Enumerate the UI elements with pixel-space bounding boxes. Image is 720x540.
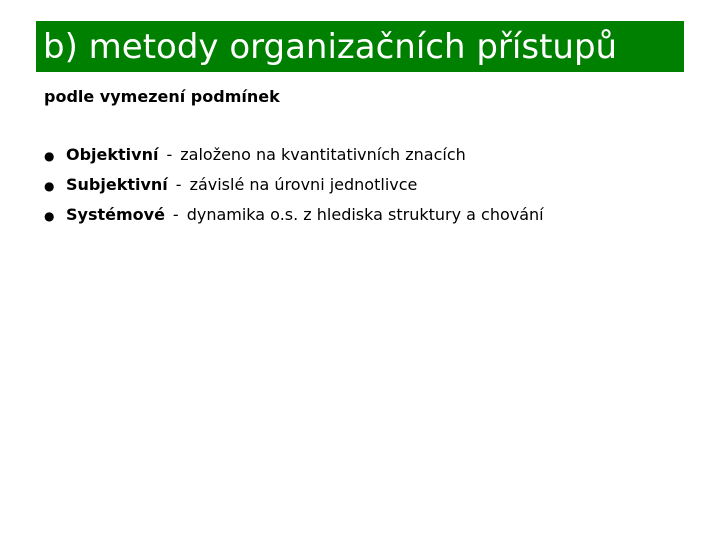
list-item	[44, 175, 544, 205]
slide-title: b) metody organizačních přístupů	[43, 26, 618, 67]
list-item	[44, 205, 544, 235]
bullet-term: Systémové	[66, 205, 165, 224]
bullet-list	[44, 145, 544, 235]
bullet-term: Subjektivní	[66, 175, 168, 194]
bullet-icon: ●	[44, 149, 55, 163]
bullet-description: závislé na úrovni jednotlivce	[189, 175, 418, 194]
list-item	[44, 145, 544, 175]
slide-title-bar	[36, 21, 684, 72]
bullet-icon: ●	[44, 179, 55, 193]
bullet-separator: -	[175, 175, 182, 194]
slide-subtitle: podle vymezení podmínek	[44, 87, 280, 106]
bullet-separator: -	[172, 205, 179, 224]
bullet-icon: ●	[44, 209, 55, 223]
bullet-description: dynamika o.s. z hlediska struktury a chování	[186, 205, 544, 224]
bullet-description: založeno na kvantitativních znacích	[180, 145, 466, 164]
bullet-term: Objektivní	[66, 145, 159, 164]
bullet-separator: -	[166, 145, 173, 164]
